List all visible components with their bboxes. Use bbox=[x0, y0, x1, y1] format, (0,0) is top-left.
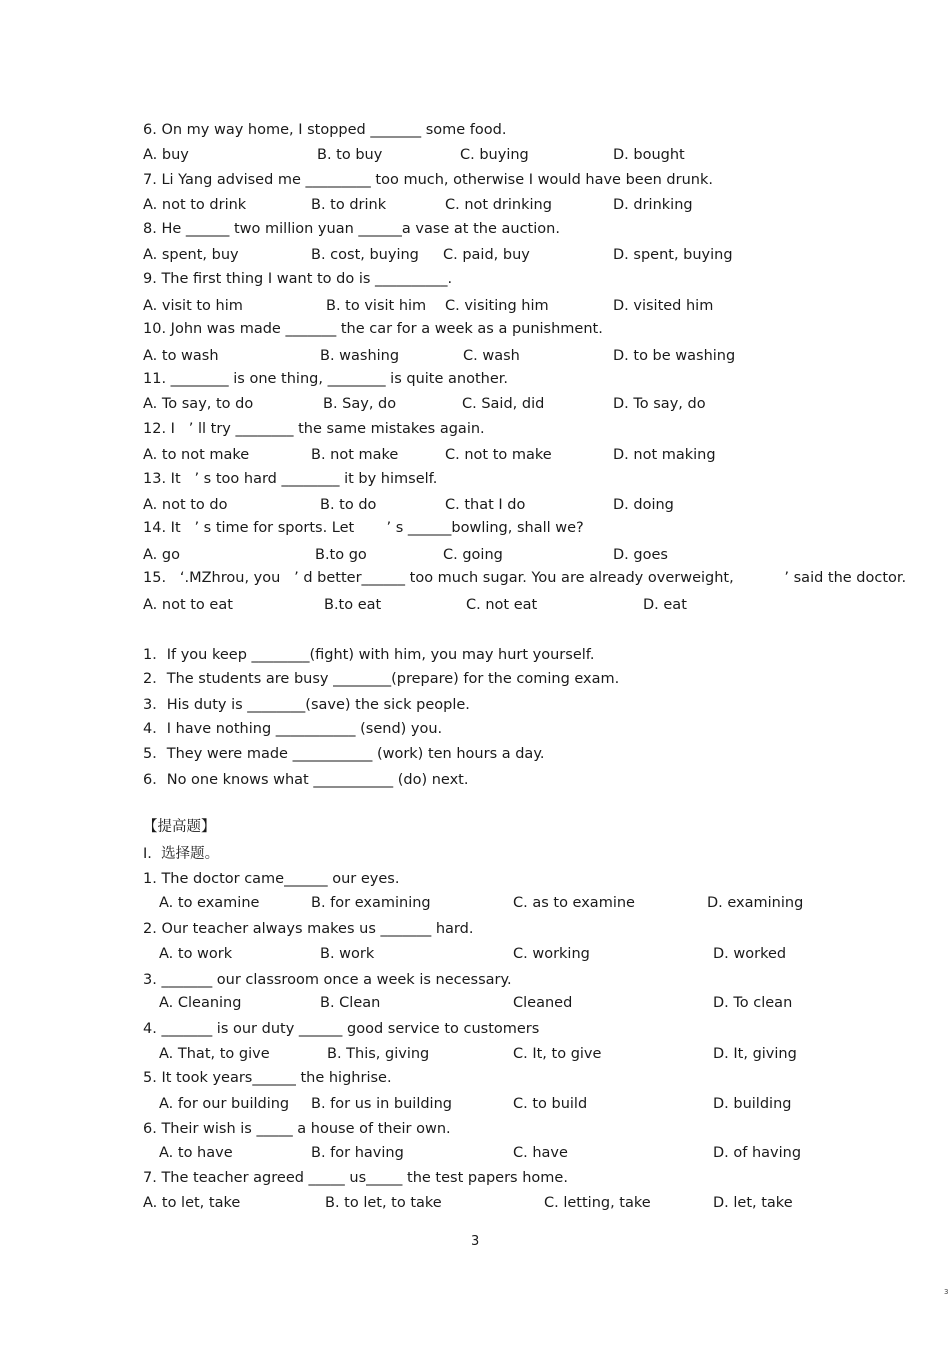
option: D. goes bbox=[613, 547, 668, 563]
option: B.to go bbox=[315, 547, 367, 563]
option: D. eat bbox=[643, 597, 687, 613]
option: C. Said, did bbox=[462, 396, 545, 412]
fill-blank-item: 6．No one knows what ___________ (do) next. bbox=[143, 772, 469, 788]
option: C. not to make bbox=[445, 447, 552, 463]
option: A. That, to give bbox=[159, 1046, 270, 1062]
option: C. as to examine bbox=[513, 895, 635, 911]
question-8: 8. He ______ two million yuan ______a vase at the auction. bbox=[143, 221, 560, 237]
option: D. To say, do bbox=[613, 396, 706, 412]
option: D. bought bbox=[613, 147, 685, 163]
option: D. drinking bbox=[613, 197, 693, 213]
advanced-question-6: 6. Their wish is _____ a house of their own. bbox=[143, 1121, 451, 1137]
advanced-question-4: 4. _______ is our duty ______ good service to customers bbox=[143, 1021, 540, 1037]
option: A. not to drink bbox=[143, 197, 247, 213]
option: D. worked bbox=[713, 946, 787, 962]
option: D. examining bbox=[707, 895, 804, 911]
option: A. for our building bbox=[159, 1096, 290, 1112]
advanced-question-5: 5. It took years______ the highrise. bbox=[143, 1070, 392, 1086]
option: B.to eat bbox=[324, 597, 382, 613]
advanced-question-1: 1. The doctor came______ our eyes. bbox=[143, 871, 400, 887]
option: C. not eat bbox=[466, 597, 538, 613]
option: B. work bbox=[320, 946, 375, 962]
option: D. To clean bbox=[713, 995, 793, 1011]
option: A. not to do bbox=[143, 497, 228, 513]
question-6: 6. On my way home, I stopped _______ some food. bbox=[143, 122, 507, 138]
option: C. buying bbox=[460, 147, 529, 163]
option: A. to wash bbox=[143, 348, 219, 364]
option: D. not making bbox=[613, 447, 716, 463]
advanced-question-2: 2. Our teacher always makes us _______ hard. bbox=[143, 921, 474, 937]
question-10: 10. John was made _______ the car for a week as a punishment. bbox=[143, 321, 603, 337]
option: C. letting, take bbox=[544, 1195, 651, 1211]
option: A. to not make bbox=[143, 447, 250, 463]
question-14: 14. It ’ s time for sports. Let ’ s ______bowling, shall we? bbox=[143, 520, 584, 536]
option: A. Cleaning bbox=[159, 995, 242, 1011]
fill-blank-item: 5．They were made ___________ (work) ten hours a day. bbox=[143, 746, 545, 762]
option: A. spent, buy bbox=[143, 247, 239, 263]
fill-blank-item: 4．I have nothing ___________ (send) you. bbox=[143, 721, 443, 737]
option: A. to let, take bbox=[143, 1195, 241, 1211]
page-number: 3 bbox=[471, 1234, 480, 1249]
section-subheading: I. 选择题。 bbox=[143, 846, 220, 862]
option: C. wash bbox=[463, 348, 520, 364]
option: A. to have bbox=[159, 1145, 233, 1161]
fill-blank-item: 2．The students are busy ________(prepare) for the coming exam. bbox=[143, 671, 620, 687]
fill-blank-item: 1．If you keep ________(fight) with him, you may hurt yourself. bbox=[143, 647, 595, 663]
option: B. Clean bbox=[320, 995, 381, 1011]
option: B. cost, buying bbox=[311, 247, 419, 263]
question-11: 11. ________ is one thing, ________ is quite another. bbox=[143, 371, 508, 387]
option: B. for having bbox=[311, 1145, 404, 1161]
option: A. visit to him bbox=[143, 298, 243, 314]
option: A. not to eat bbox=[143, 597, 233, 613]
option: B. for us in building bbox=[311, 1096, 452, 1112]
question-13: 13. It ’ s too hard ________ it by himself. bbox=[143, 471, 438, 487]
option: A. to work bbox=[159, 946, 233, 962]
option: B. to visit him bbox=[326, 298, 427, 314]
option: D. It, giving bbox=[713, 1046, 797, 1062]
option: C. not drinking bbox=[445, 197, 552, 213]
option: A. to examine bbox=[159, 895, 260, 911]
fill-blank-item: 3．His duty is ________(save) the sick people. bbox=[143, 697, 470, 713]
option: D. let, take bbox=[713, 1195, 793, 1211]
corner-page-number: 3 bbox=[944, 1288, 949, 1296]
option: D. spent, buying bbox=[613, 247, 733, 263]
question-7: 7. Li Yang advised me _________ too much, otherwise I would have been drunk. bbox=[143, 172, 713, 188]
option: B. to buy bbox=[317, 147, 383, 163]
option: B. washing bbox=[320, 348, 400, 364]
advanced-question-3: 3. _______ our classroom once a week is necessary. bbox=[143, 972, 512, 988]
option: C. working bbox=[513, 946, 590, 962]
option: D. doing bbox=[613, 497, 674, 513]
question-15: 15. ‘.MZhrou, you ’ d better______ too much sugar. You are already overweight, ’ said the doctor. bbox=[143, 570, 907, 586]
option: B. Say, do bbox=[323, 396, 397, 412]
question-9: 9. The first thing I want to do is __________. bbox=[143, 271, 453, 287]
section-heading: 【提高题】 bbox=[143, 819, 216, 835]
option: C. It, to give bbox=[513, 1046, 602, 1062]
option: B. not make bbox=[311, 447, 399, 463]
option: A. go bbox=[143, 547, 180, 563]
option: C. paid, buy bbox=[443, 247, 530, 263]
option: Cleaned bbox=[513, 995, 573, 1011]
option: C. have bbox=[513, 1145, 568, 1161]
option: B. for examining bbox=[311, 895, 431, 911]
option: B. to do bbox=[320, 497, 377, 513]
option: D. building bbox=[713, 1096, 792, 1112]
option: C. to build bbox=[513, 1096, 588, 1112]
option: C. going bbox=[443, 547, 503, 563]
option: B. to let, to take bbox=[325, 1195, 442, 1211]
option: B. to drink bbox=[311, 197, 387, 213]
option: B. This, giving bbox=[327, 1046, 430, 1062]
option: D. visited him bbox=[613, 298, 714, 314]
option: D. of having bbox=[713, 1145, 802, 1161]
option: C. visiting him bbox=[445, 298, 549, 314]
option: C. that I do bbox=[445, 497, 526, 513]
question-12: 12. I ’ ll try ________ the same mistakes again. bbox=[143, 421, 485, 437]
option: A. buy bbox=[143, 147, 189, 163]
advanced-question-7: 7. The teacher agreed _____ us_____ the test papers home. bbox=[143, 1170, 568, 1186]
option: A. To say, to do bbox=[143, 396, 254, 412]
option: D. to be washing bbox=[613, 348, 736, 364]
